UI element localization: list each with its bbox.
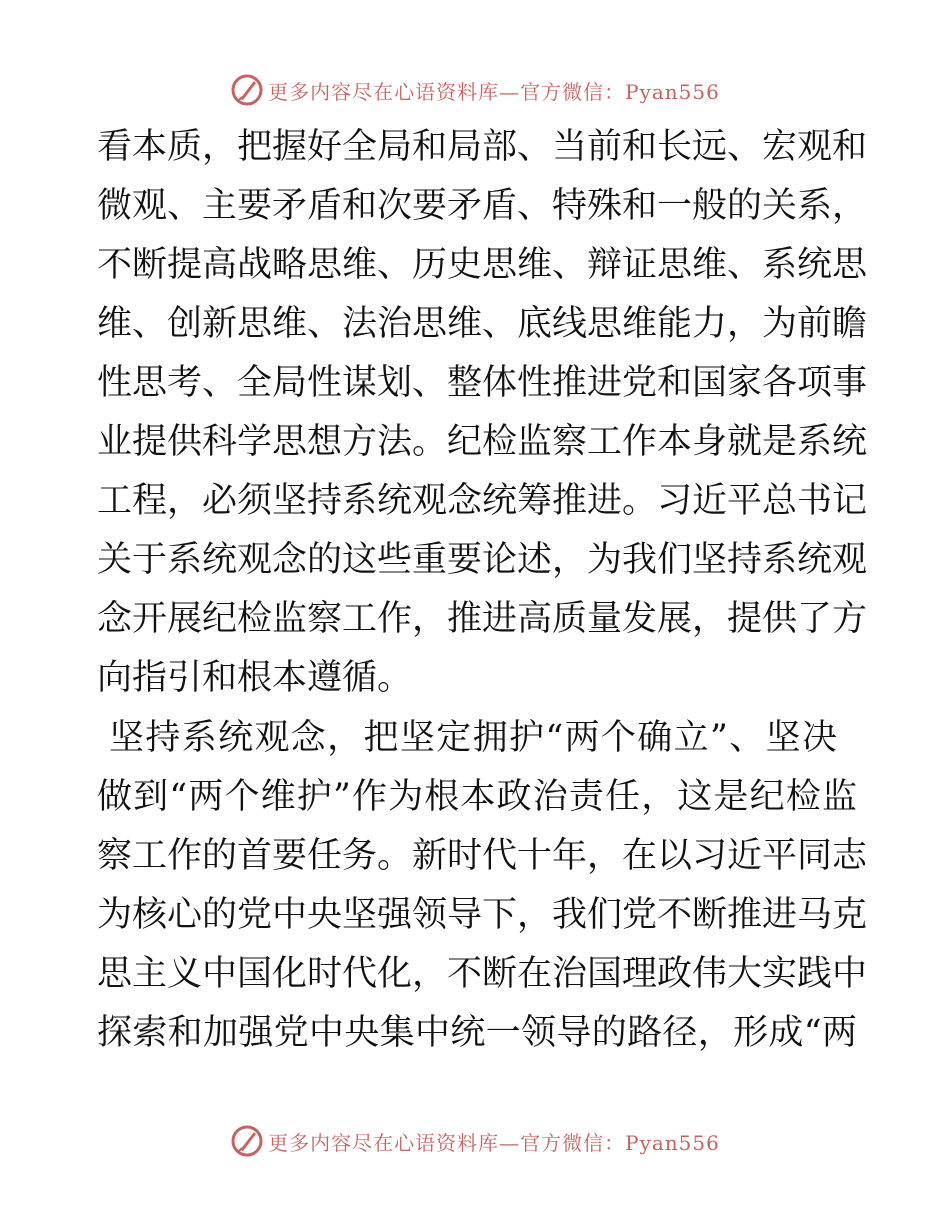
text-line: 坚持系统观念，把坚定拥护“两个确立”、坚决 — [109, 718, 837, 758]
text-line: 思主义中国化时代化，不断在治国理政伟大实践中 — [97, 954, 868, 994]
text-line: 工程，必须坚持系统观念统筹推进。习近平总书记 — [97, 481, 868, 521]
header-watermark-text: 更多内容尽在心语资料库—官方微信：Pyan556 — [268, 79, 720, 104]
quill-logo-icon — [230, 1124, 264, 1158]
text-line: 维、创新思维、法治思维、底线思维能力，为前瞻 — [97, 304, 868, 344]
footer-watermark — [0, 1121, 950, 1161]
header-watermark — [0, 70, 950, 110]
quill-logo-icon — [230, 73, 264, 107]
text-line: 关于系统观念的这些重要论述，为我们坚持系统观 — [97, 540, 868, 580]
text-line: 向指引和根本遵循。 — [97, 658, 413, 698]
text-line: 性思考、全局性谋划、整体性推进党和国家各项事 — [97, 363, 868, 403]
text-line: 察工作的首要任务。新时代十年，在以习近平同志 — [97, 836, 868, 876]
footer-watermark-text: 更多内容尽在心语资料库—官方微信：Pyan556 — [268, 1130, 720, 1155]
text-line: 探索和加强党中央集中统一领导的路径，形成“两 — [97, 1013, 857, 1053]
text-line: 微观、主要矛盾和次要矛盾、特殊和一般的关系， — [97, 186, 868, 226]
text-line: 不断提高战略思维、历史思维、辩证思维、系统思 — [97, 245, 868, 285]
text-line: 业提供科学思想方法。纪检监察工作本身就是系统 — [97, 422, 868, 462]
paragraph-2 — [97, 709, 868, 1063]
text-line: 念开展纪检监察工作，推进高质量发展，提供了方 — [97, 599, 868, 639]
paragraph-1 — [97, 118, 868, 708]
text-line: 看本质，把握好全局和局部、当前和长远、宏观和 — [97, 127, 868, 167]
text-line: 为核心的党中央坚强领导下，我们党不断推进马克 — [97, 895, 868, 935]
text-line: 做到“两个维护”作为根本政治责任，这是纪检监 — [97, 777, 857, 817]
